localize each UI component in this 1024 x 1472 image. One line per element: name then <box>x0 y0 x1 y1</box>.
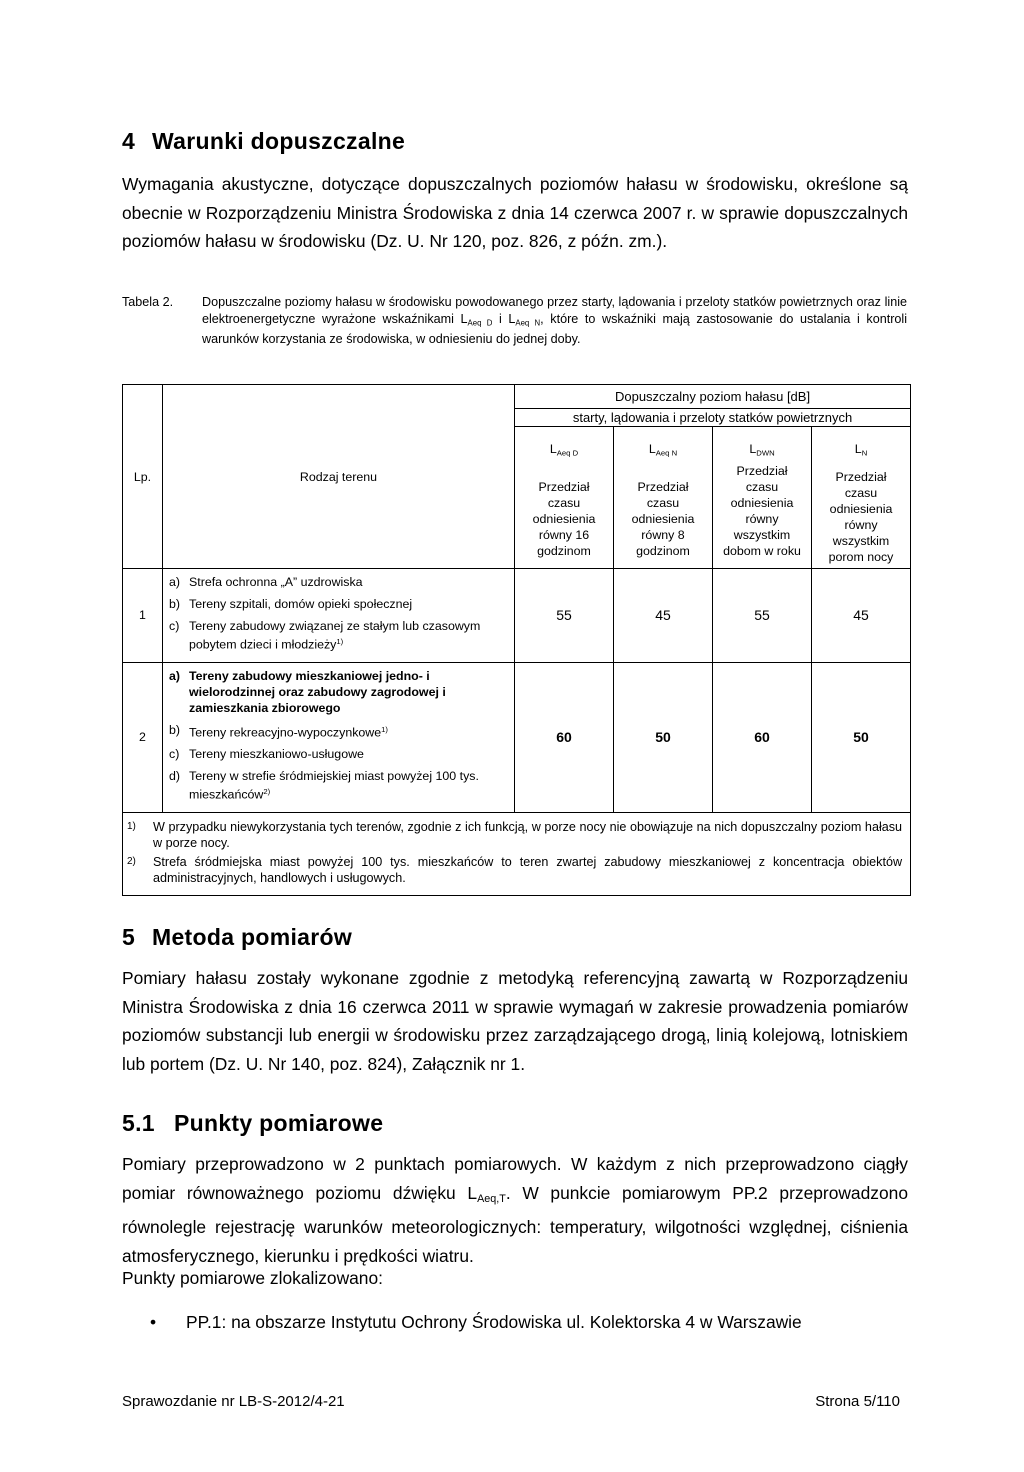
section-title: Metoda pomiarów <box>152 924 353 950</box>
section-5-heading <box>122 924 352 951</box>
value-cell: 60 <box>713 662 812 812</box>
list-item: b) Tereny szpitali, domów opieki społecznej <box>169 597 413 611</box>
table-row <box>123 662 911 812</box>
value-cell: 55 <box>713 569 812 663</box>
column-header-terrain: Rodzaj terenu <box>163 385 515 569</box>
table-row <box>123 569 911 663</box>
row-lp: 2 <box>123 662 163 812</box>
column-header-lp: Lp. <box>123 385 163 569</box>
measurement-points-list <box>150 1312 802 1333</box>
section-4-heading <box>122 128 405 155</box>
list-item: c) Tereny zabudowy związanej ze stałym lub czasowym pobytem dzieci i młodzieży$^{1)}$ <box>169 619 481 652</box>
table-2-caption <box>122 294 908 364</box>
list-item <box>150 1312 802 1333</box>
indicator-description: Przedział czasu odniesienia równy 8 godzinom <box>631 480 695 559</box>
section-title: Warunki dopuszczalne <box>152 128 406 154</box>
indicator-laeqn <box>614 427 713 569</box>
table-label: Tabela 2. <box>122 295 174 309</box>
header-row <box>123 385 911 409</box>
indicator-symbol: $L_N$ <box>854 442 868 458</box>
bullet-icon: • <box>150 1312 157 1332</box>
paragraph-subscript: Aeq,T <box>477 1192 506 1205</box>
section-number: 5 <box>122 924 136 950</box>
indicator-symbol: $L_{Aeq N}$ <box>648 442 678 458</box>
noise-limits-table <box>122 384 911 896</box>
section-number: 5.1 <box>122 1110 155 1136</box>
section-4-paragraph: Wymagania akustyczne, dotyczące dopuszczalnych poziomów hałasu w środowisku, określone są obecnie w Rozporządzeniu Ministra Środowiska z dnia 14 czerwca 2007 r. w sprawie dopuszczalnych poziomów hałasu w środowisku (Dz. U. Nr 120, poz. 826, z późn. zm.). <box>122 174 908 251</box>
footnotes-row <box>123 812 911 895</box>
caption-part: i L <box>492 312 516 326</box>
footnote: 1) W przypadku niewykorzystania tych terenów, zgodnie z ich funkcją, w porze nocy nie obowiązuje na nich dopuszczalny poziom hałasu w porze nocy. <box>127 819 903 851</box>
value-cell: 60 <box>515 662 614 812</box>
list-item: a) Tereny zabudowy mieszkaniowej jedno- i wielorodzinnej oraz zabudowy zagrodowej i zamieszkania zbiorowego <box>169 668 446 715</box>
paragraph-part: Pomiary przeprowadzono w 2 punktach pomiarowych. W każdym z nich przeprowadzono ciągły pomiar równoważnego poziomu dźwięku L <box>122 1154 908 1203</box>
indicator-symbol: $L_{DWN}$ <box>749 442 775 458</box>
list-item: c) Tereny mieszkaniowo-usługowe <box>169 747 364 762</box>
table-caption-text <box>202 294 907 348</box>
indicator-description: Przedział czasu odniesienia równy wszystkim dobom w roku <box>723 464 801 559</box>
section-title: Punkty pomiarowe <box>174 1110 384 1136</box>
caption-part: Dopuszczalne poziomy hałasu w środowisku powodowanego przez starty, lądowania i przeloty statków powietrznych oraz linie elektroenergetyczne wyrażone wskaźnikami L <box>202 295 907 326</box>
value-cell: 45 <box>812 569 911 663</box>
list-item-text: PP.1: na obszarze Instytutu Ochrony Środowiska ul. Kolektorska 4 w Warszawie <box>186 1312 802 1332</box>
indicator-ln <box>812 427 911 569</box>
footnote: 2) Strefa śródmiejska miast powyżej 100 tys. mieszkańców to teren zwartej zabudowy mieszkaniowej z koncentracja obiektów administracyjnych, handlowych i usługowych. <box>127 854 903 886</box>
list-item: b) Tereny rekreacyjno-wypoczynkowe$^{1)}$ <box>169 722 388 740</box>
value-cell: 50 <box>812 662 911 812</box>
indicator-description: Przedział czasu odniesienia równy wszystkim porom nocy <box>828 470 894 565</box>
indicator-ldwn <box>713 427 812 569</box>
header-noise-level: Dopuszczalny poziom hałasu [dB] <box>515 385 911 409</box>
section-5-1-locations-intro: Punkty pomiarowe zlokalizowano: <box>122 1268 383 1288</box>
terrain-list <box>163 569 515 663</box>
list-item: a) Strefa ochronna „A” uzdrowiska <box>169 575 363 589</box>
caption-subscript: Aeq N <box>515 318 541 328</box>
caption-subscript: Aeq D <box>467 318 493 328</box>
section-5-1-heading <box>122 1110 383 1137</box>
indicator-laeqd <box>515 427 614 569</box>
value-cell: 55 <box>515 569 614 663</box>
terrain-list <box>163 662 515 812</box>
caption-part: , które to wskaźniki mają zastosowanie do ustalania i kontroli warunków korzystania ze środowiska, w odniesieniu do jednej doby. <box>202 312 908 347</box>
list-item: d) Tereny w strefie śródmiejskiej miast powyżej 100 tys. mieszkańców$^{2)}$ <box>169 769 479 802</box>
indicator-description: Przedział czasu odniesienia równy 16 godzinom <box>532 480 596 559</box>
header-aircraft: starty, lądowania i przeloty statków powietrznych <box>515 409 911 427</box>
section-5-paragraph: Pomiary hałasu zostały wykonane zgodnie z metodyką referencyjną zawartą w Rozporządzeniu Ministra Środowiska z dnia 16 czerwca 2011 w sprawie wymagań w zakresie prowadzenia pomiarów poziomów substancji lub energii w środowisku przez zarządzającego drogą, linią kolejową, lotniskiem lub portem (Dz. U. Nr 140, poz. 824), Załącznik nr 1. <box>122 968 908 1074</box>
footer-report-number: Sprawozdanie nr LB-S-2012/4-21 <box>122 1393 345 1410</box>
value-cell: 50 <box>614 662 713 812</box>
paragraph-part: . W punkcie pomiarowym PP.2 przeprowadzono równolegle rejestrację warunków meteorologicznych: temperatury, wilgotności względnej, ciśnienia atmosferycznego, kierunku i prędkości wiatru. <box>122 1182 908 1266</box>
section-5-1-paragraph <box>122 1150 908 1270</box>
table-footnotes <box>123 812 911 895</box>
value-cell: 45 <box>614 569 713 663</box>
row-lp: 1 <box>123 569 163 663</box>
indicator-symbol: $L_{Aeq D}$ <box>549 442 579 458</box>
footer-page-number: Strona 5/110 <box>815 1393 900 1410</box>
section-number: 4 <box>122 128 136 154</box>
